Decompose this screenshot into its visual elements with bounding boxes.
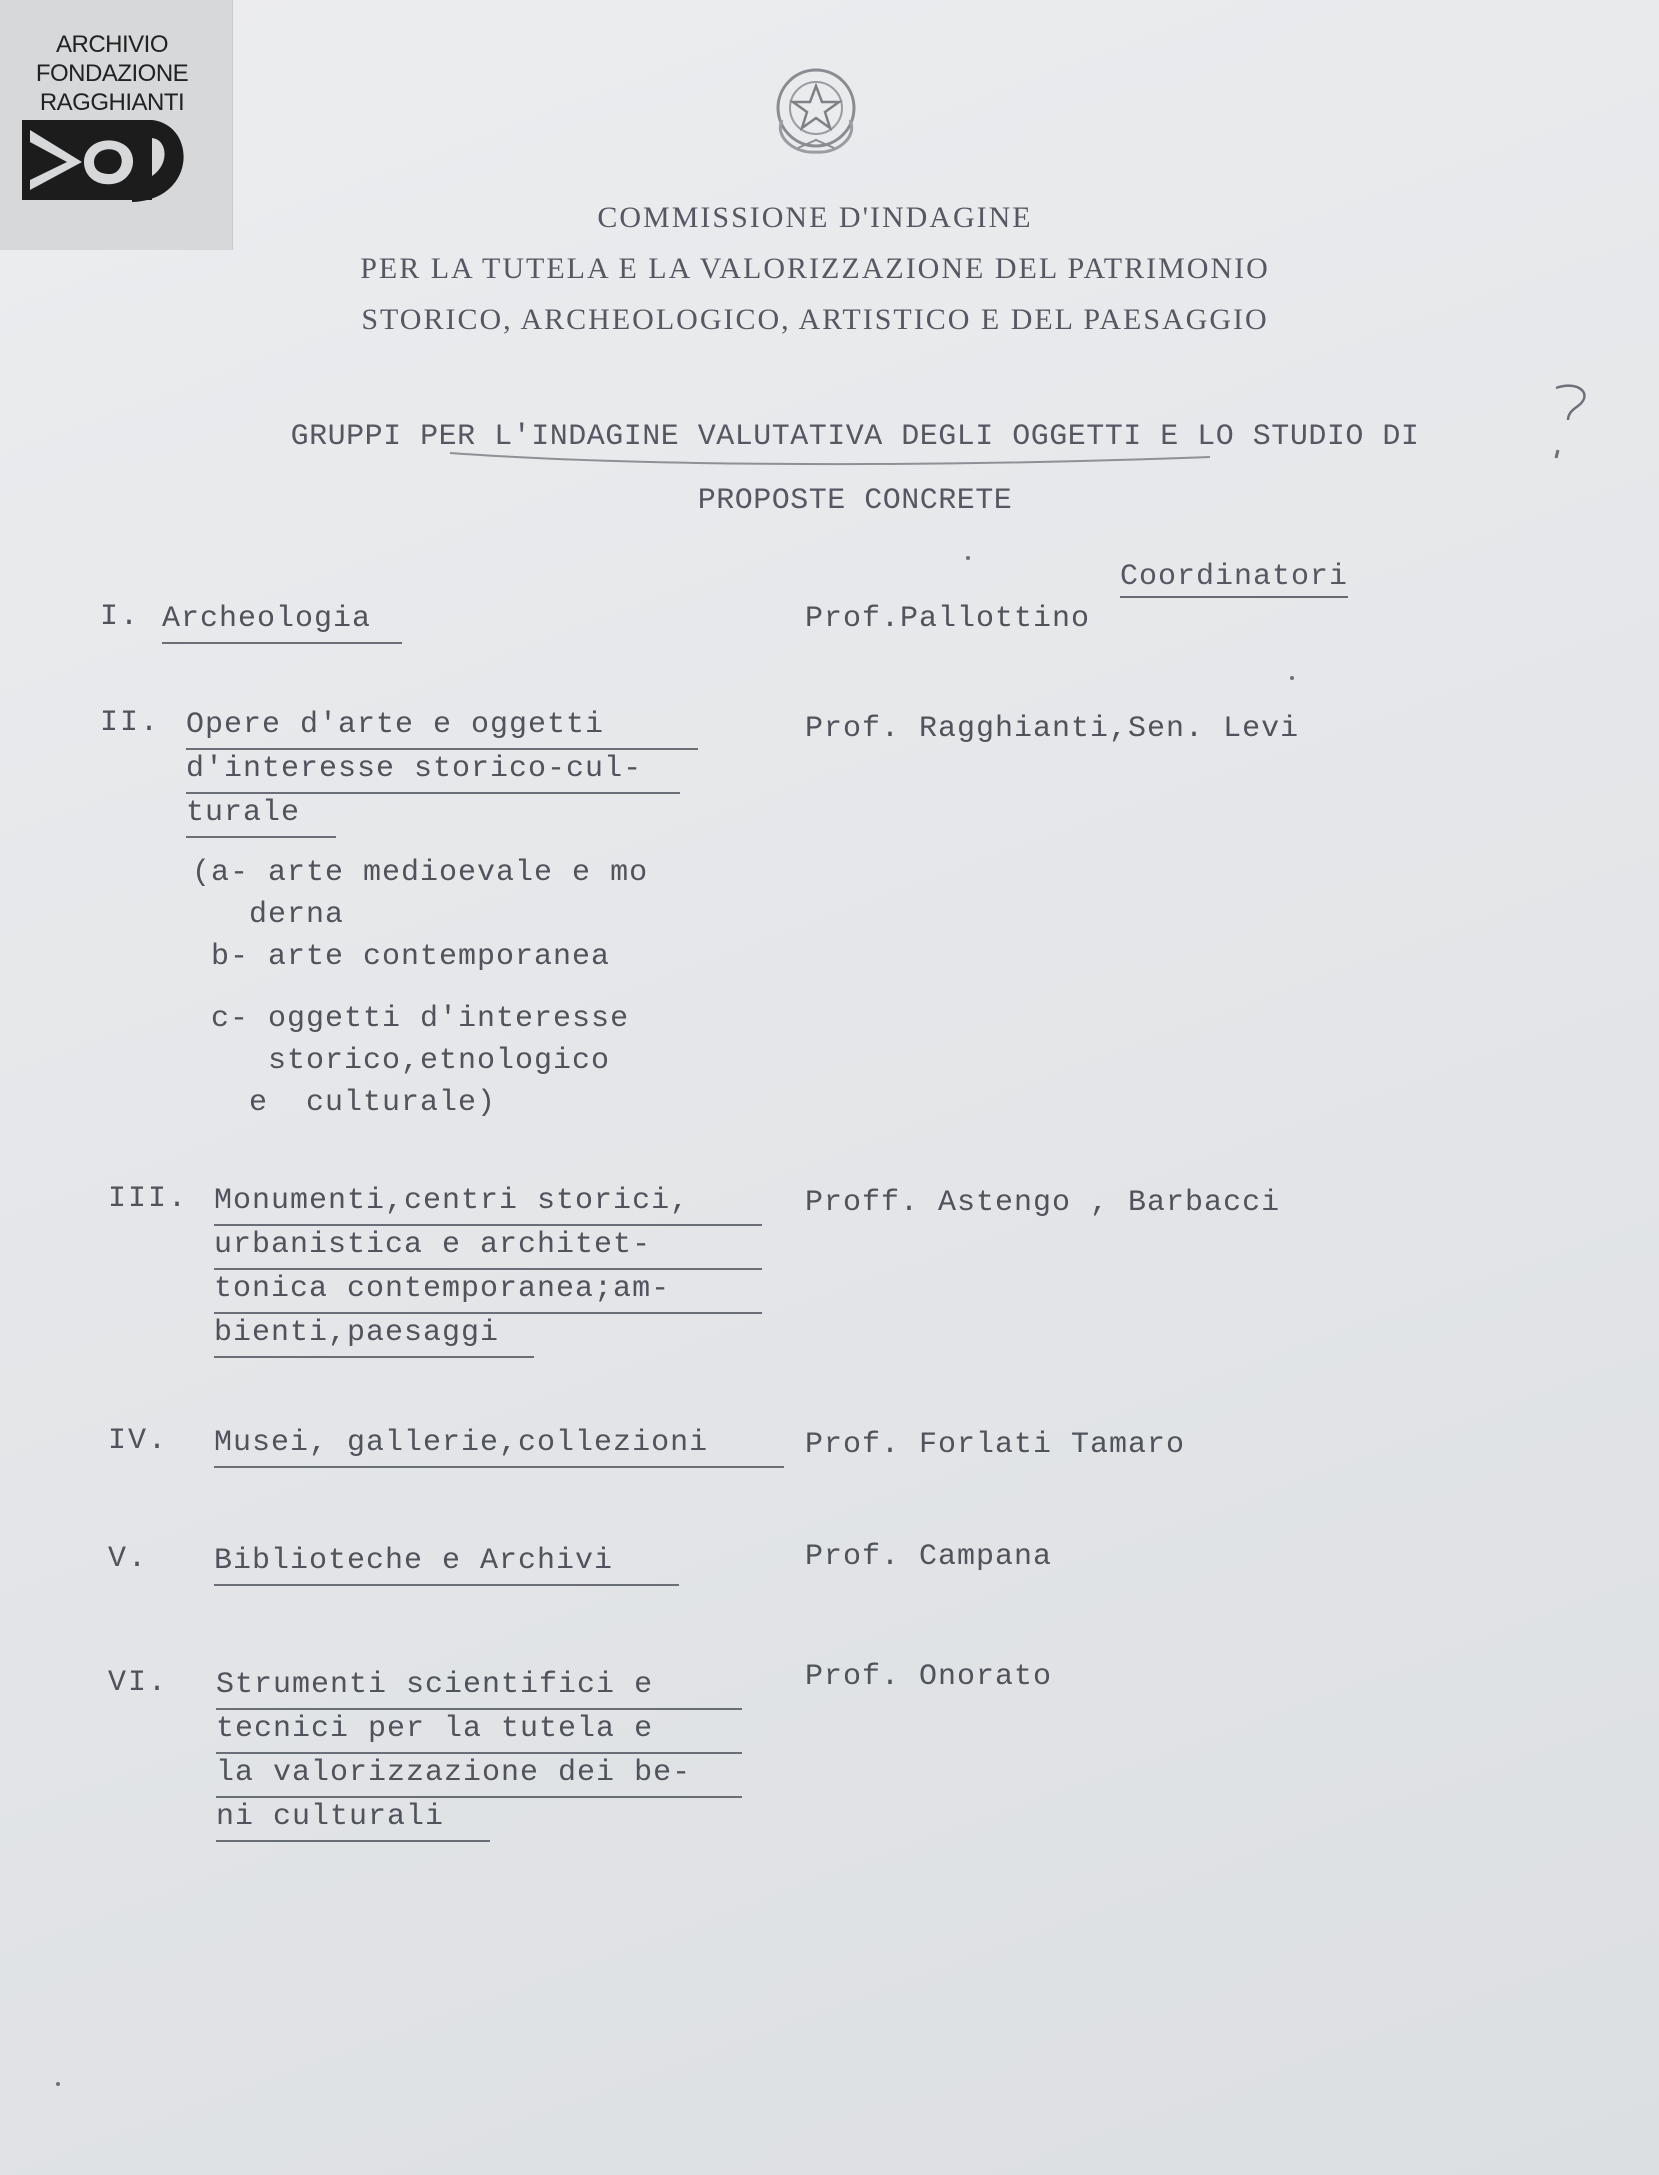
coordinator-vi: Prof. Onorato	[805, 1660, 1053, 1694]
group-name-line: d'interesse storico-cul-	[186, 750, 680, 794]
handwritten-margin-mark	[1548, 380, 1598, 460]
subsection-line: e culturale)	[192, 1086, 497, 1120]
title-line: GRUPPI PER L'INDAGINE VALUTATIVA DEGLI OGGETTI E LO STUDIO DI	[290, 420, 1420, 454]
subsection-line: b- arte contemporanea	[192, 940, 611, 974]
title-line: PROPOSTE CONCRETE	[697, 484, 1013, 518]
group-name-line: Archeologia	[162, 600, 402, 644]
group-name-line: Strumenti scientifici e	[216, 1666, 742, 1710]
group-ii-subsections	[192, 852, 648, 1124]
header-line: STORICO, ARCHEOLOGICO, ARTISTICO E DEL PAESAGGIO	[361, 303, 1269, 336]
group-number: IV.	[108, 1424, 169, 1458]
group-name-line: tonica contemporanea;am-	[214, 1270, 762, 1314]
paper-speck	[1290, 676, 1294, 680]
group-name	[214, 1424, 784, 1468]
group-name	[162, 600, 402, 644]
group-number: V.	[108, 1542, 149, 1576]
group-name	[214, 1542, 679, 1586]
subsection-line: c- oggetti d'interesse	[192, 1002, 630, 1036]
group-name	[186, 706, 698, 838]
stamp-line: ARCHIVIO	[55, 31, 168, 58]
paper-speck	[966, 556, 970, 560]
italian-republic-emblem-icon	[768, 58, 864, 158]
coordinator-i: Prof.Pallottino	[805, 602, 1091, 636]
subsection-line: storico,etnologico	[192, 1044, 611, 1078]
subsection-line: derna	[192, 898, 345, 932]
group-number: I.	[100, 600, 141, 634]
group-number: VI.	[108, 1666, 169, 1700]
archive-stamp-text	[12, 30, 212, 117]
group-name-line: turale	[186, 794, 336, 838]
group-name-line: ni culturali	[216, 1798, 490, 1842]
group-name-line: bienti,paesaggi	[214, 1314, 534, 1358]
group-name-line: Opere d'arte e oggetti	[186, 706, 698, 750]
stamp-line: FONDAZIONE	[35, 60, 189, 87]
coordinators-heading: Coordinatori	[1120, 560, 1348, 598]
group-name-line: la valorizzazione dei be-	[216, 1754, 742, 1798]
ragghianti-logo-icon	[22, 120, 192, 205]
stamp-line: RAGGHIANTI	[39, 89, 185, 116]
header-line: PER LA TUTELA E LA VALORIZZAZIONE DEL PATRIMONIO	[360, 252, 1270, 285]
group-name	[216, 1666, 742, 1842]
coordinator-ii: Prof. Ragghianti,Sen. Levi	[805, 712, 1300, 746]
archive-stamp	[0, 0, 233, 250]
header-line: COMMISSIONE D'INDAGINE	[597, 201, 1033, 234]
paper-speck	[56, 2082, 60, 2086]
document-title	[190, 405, 1520, 533]
subsection-line: (a- arte medioevale e mo	[192, 856, 649, 890]
group-name-line: Biblioteche e Archivi	[214, 1542, 679, 1586]
coordinator-iii: Proff. Astengo , Barbacci	[805, 1186, 1281, 1220]
group-number: II.	[100, 706, 161, 740]
group-name-line: urbanistica e architet-	[214, 1226, 762, 1270]
group-name	[214, 1182, 762, 1358]
commission-header	[200, 192, 1430, 345]
group-name-line: tecnici per la tutela e	[216, 1710, 742, 1754]
group-number: III.	[108, 1182, 189, 1216]
group-name-line: Musei, gallerie,collezioni	[214, 1424, 784, 1468]
coordinator-iv: Prof. Forlati Tamaro	[805, 1428, 1186, 1462]
group-name-line: Monumenti,centri storici,	[214, 1182, 762, 1226]
coordinator-v: Prof. Campana	[805, 1540, 1053, 1574]
